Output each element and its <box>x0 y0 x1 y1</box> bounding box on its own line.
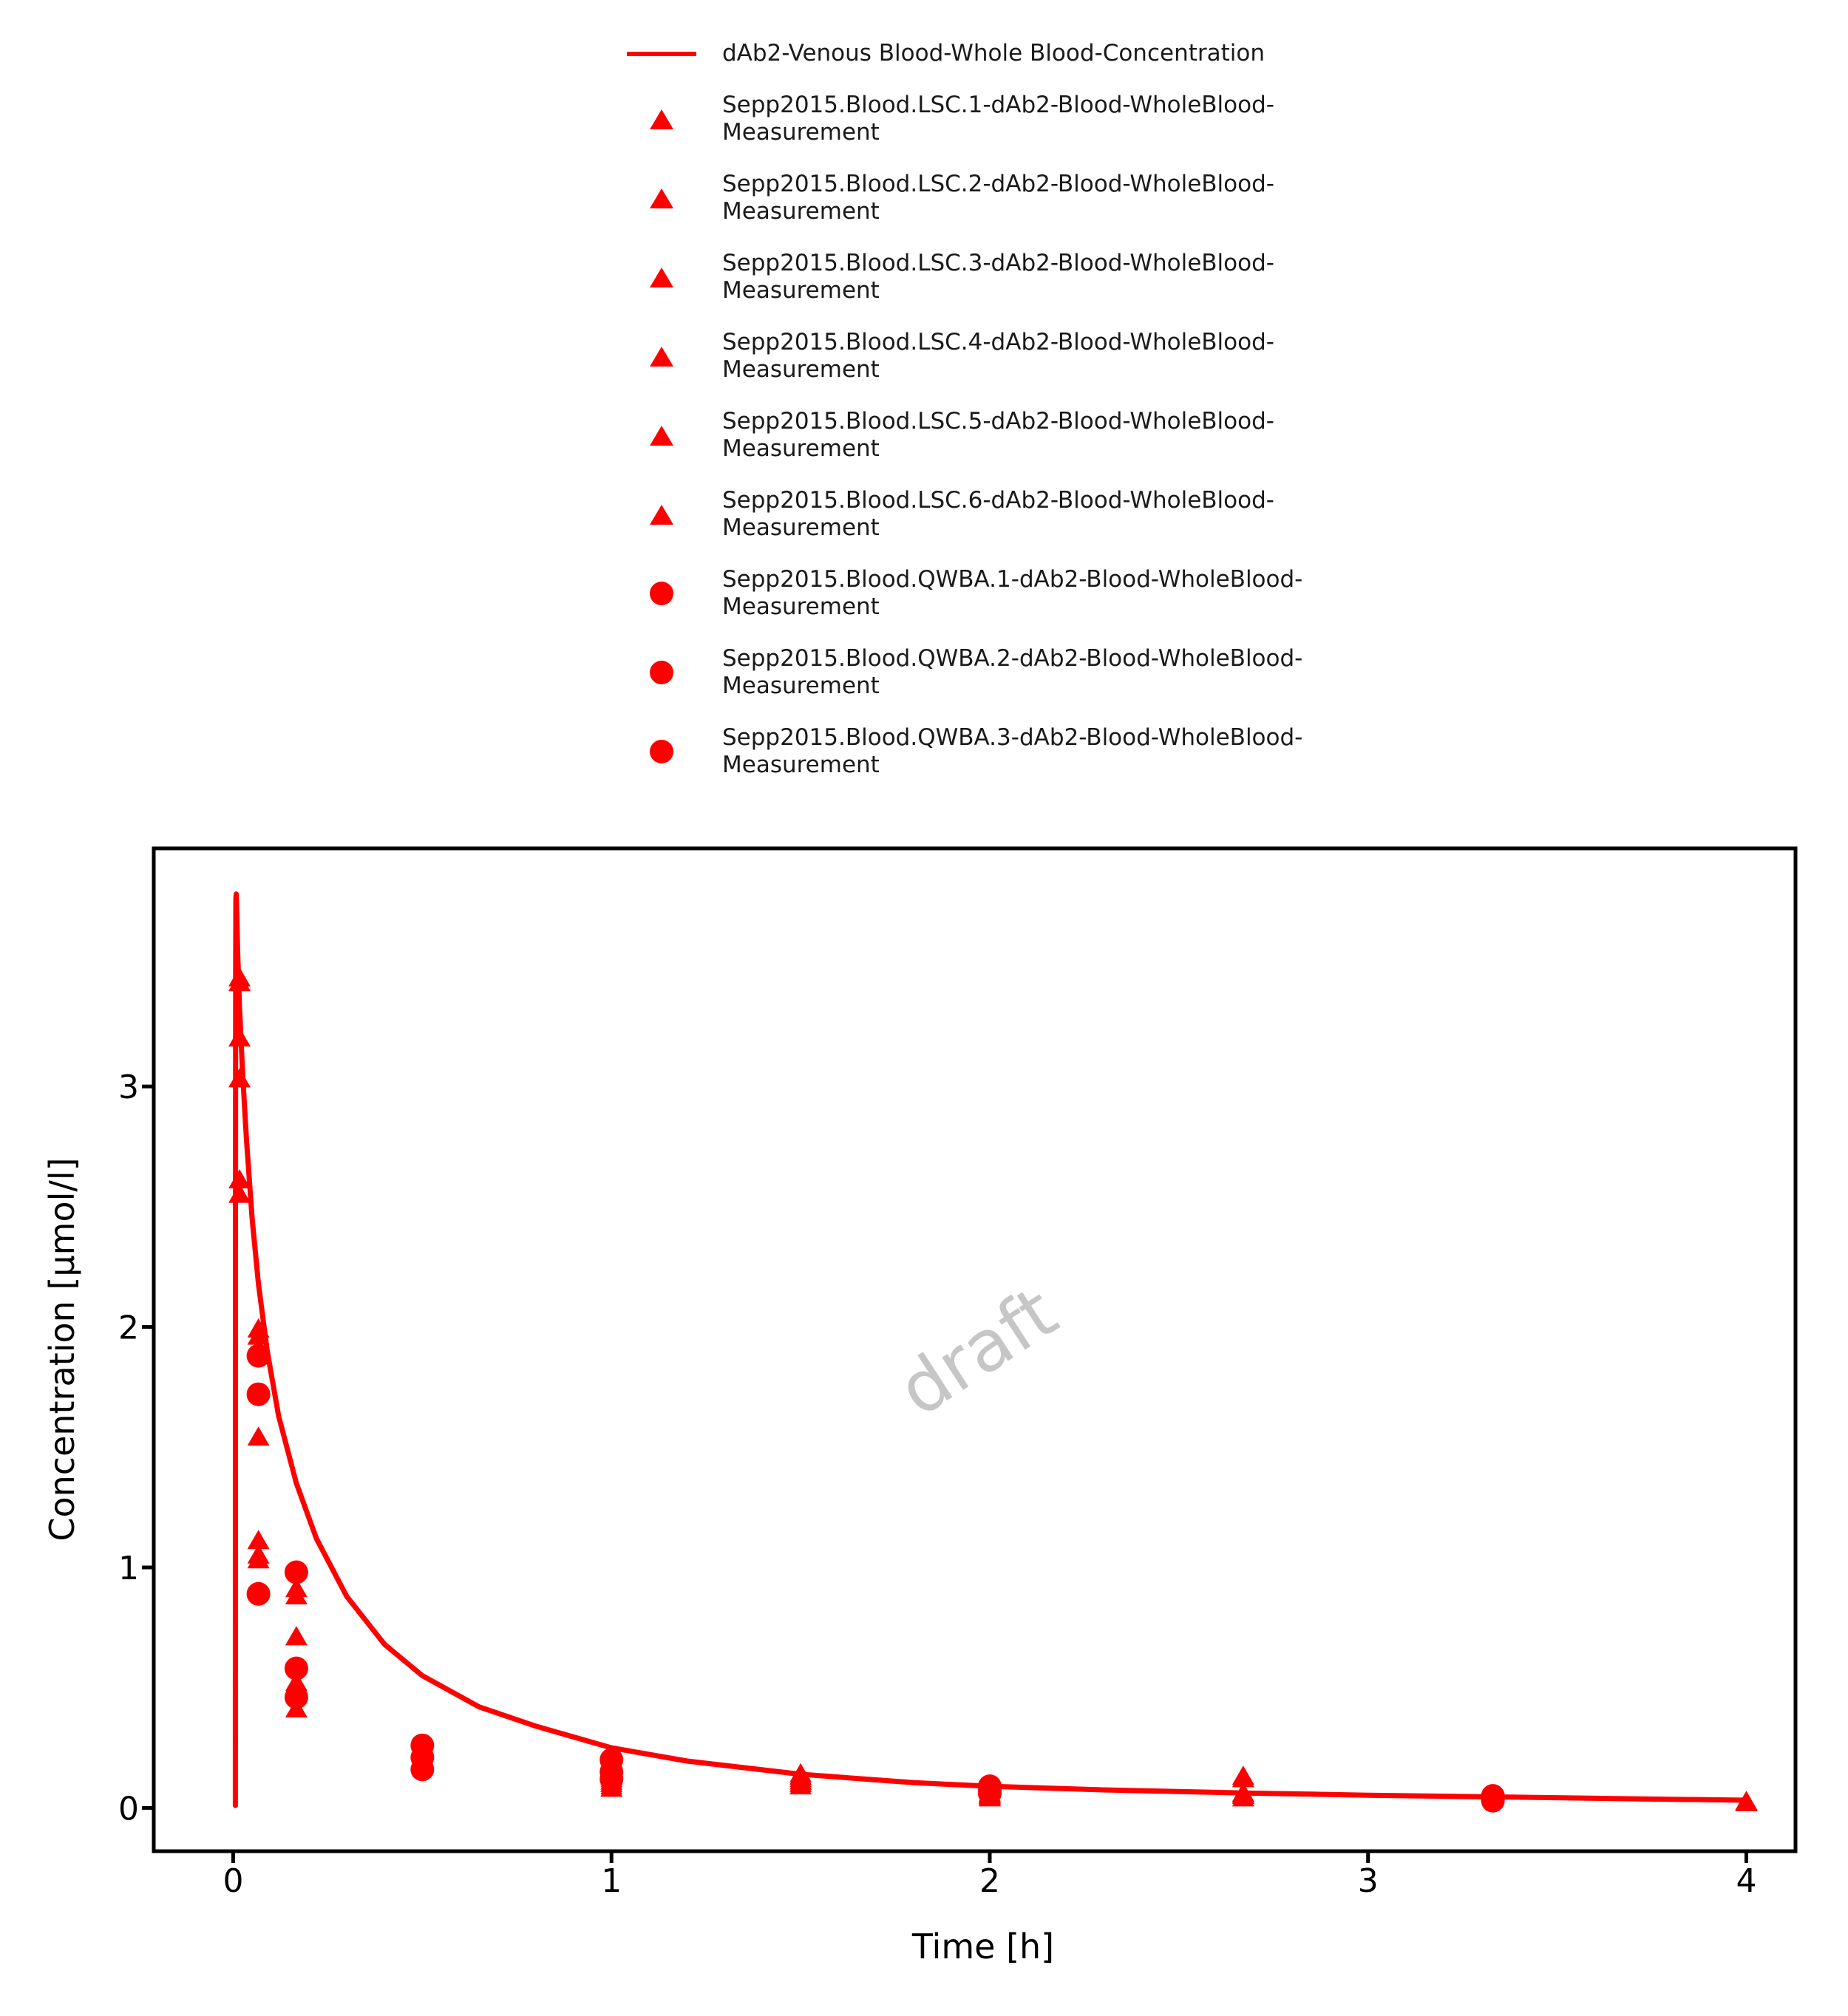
legend-item-label: dAb2-Venous Blood-Whole Blood-Concentration <box>722 40 1265 67</box>
data-point-circle <box>285 1561 308 1584</box>
draft-watermark: draft <box>884 1270 1072 1433</box>
x-tick-label: 0 <box>222 1862 244 1900</box>
data-point-circle <box>285 1657 308 1680</box>
x-tick-label: 4 <box>1736 1862 1757 1900</box>
y-axis-ticks <box>118 1069 154 1828</box>
legend-item-label: Sepp2015.Blood.LSC.3-dAb2-Blood-WholeBlood-Measurement <box>722 250 1274 304</box>
data-point-circle <box>247 1383 271 1406</box>
legend-item-label: Sepp2015.Blood.LSC.5-dAb2-Blood-WholeBlood-Measurement <box>722 408 1274 462</box>
data-point-triangle <box>248 1426 270 1445</box>
y-axis-title: Concentration [µmol/l] <box>42 1157 82 1542</box>
data-point-circle <box>247 1344 271 1368</box>
y-tick-label: 3 <box>118 1069 139 1107</box>
data-point-circle <box>978 1782 1002 1805</box>
legend-item-label: Sepp2015.Blood.LSC.4-dAb2-Blood-WholeBlood-Measurement <box>722 329 1274 383</box>
legend-item-label: Sepp2015.Blood.QWBA.3-dAb2-Blood-WholeBlood-Measurement <box>722 724 1303 778</box>
data-point-circle <box>285 1686 308 1709</box>
data-point-circle <box>410 1757 434 1781</box>
data-point-circle <box>247 1582 271 1606</box>
data-point-triangle <box>228 1068 251 1087</box>
legend-item-label: Sepp2015.Blood.LSC.6-dAb2-Blood-WholeBlood-Measurement <box>722 487 1274 541</box>
x-tick-label: 3 <box>1357 1862 1379 1900</box>
x-tick-label: 1 <box>601 1862 622 1900</box>
data-point-triangle <box>228 1027 251 1046</box>
y-tick-label: 2 <box>118 1309 139 1347</box>
legend-item-label: Sepp2015.Blood.LSC.1-dAb2-Blood-WholeBlood-Measurement <box>722 92 1274 146</box>
legend-item-label: Sepp2015.Blood.QWBA.2-dAb2-Blood-WholeBlood-Measurement <box>722 645 1303 699</box>
legend-item-label: Sepp2015.Blood.QWBA.1-dAb2-Blood-WholeBlood-Measurement <box>722 566 1303 620</box>
legend-item-label: Sepp2015.Blood.LSC.2-dAb2-Blood-WholeBlood-Measurement <box>722 171 1274 225</box>
data-point-circle <box>599 1767 623 1791</box>
x-axis-ticks <box>222 1851 1756 1900</box>
y-tick-label: 0 <box>118 1790 139 1828</box>
data-point-triangle <box>285 1626 308 1645</box>
x-axis-title: Time [h] <box>911 1927 1055 1966</box>
x-tick-label: 2 <box>979 1862 1000 1900</box>
data-point-circle <box>1481 1789 1505 1813</box>
y-tick-label: 1 <box>118 1550 139 1588</box>
